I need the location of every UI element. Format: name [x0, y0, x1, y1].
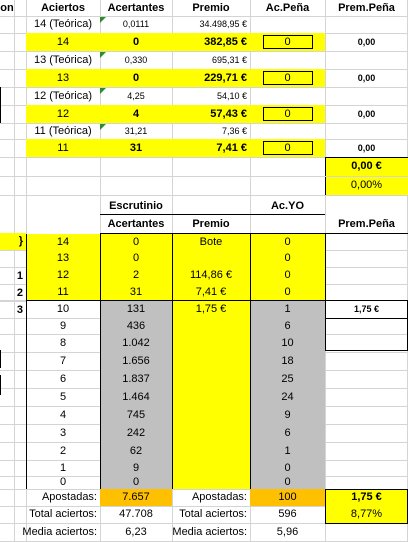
escrutinio-premio-cell[interactable]	[172, 476, 250, 489]
escrutinio-ac-yo-cell[interactable]: 0	[250, 267, 325, 284]
footer-result[interactable]: 8,77%	[325, 506, 408, 523]
escrutinio-aciertos-cell[interactable]: 12	[26, 267, 100, 284]
escrutinio-aciertos-cell[interactable]: 0	[59, 476, 67, 488]
escrutinio-premio-cell[interactable]: 1,75 €	[172, 300, 250, 318]
acertantes-cell[interactable]: 4	[100, 105, 172, 123]
escrutinio-prem-pena-cell[interactable]	[325, 284, 408, 300]
acertantes-cell[interactable]: 0,0111	[122, 19, 150, 29]
cell-border	[263, 154, 313, 155]
premio-cell[interactable]: 382,85 €	[172, 33, 250, 51]
cell-border	[312, 107, 313, 121]
escrutinio-ac-yo-header[interactable]: Ac.YO	[270, 199, 304, 212]
escrutinio-acertantes-cell[interactable]: 1.837	[100, 370, 172, 388]
cell-border	[26, 234, 27, 489]
escrutinio-premio-header[interactable]: Premio	[192, 218, 230, 230]
aciertos-cell[interactable]: 11 (Teórica)	[34, 124, 92, 137]
aciertos-cell[interactable]: 14	[26, 33, 100, 51]
cell-border	[263, 141, 313, 142]
escrutinio-aciertos-cell[interactable]: 4	[59, 408, 67, 421]
column-header-aciertos[interactable]: Aciertos	[40, 1, 86, 14]
cell-border	[263, 141, 264, 155]
aciertos-cell[interactable]: 12 (Teórica)	[33, 89, 93, 102]
escrutinio-premio-cell[interactable]	[172, 406, 250, 424]
escrutinio-premio-cell[interactable]	[172, 424, 250, 442]
cell-border	[325, 318, 408, 319]
escrutinio-acertantes-cell[interactable]: 745	[100, 406, 172, 424]
ac-pena-cell[interactable]	[250, 87, 325, 105]
cell-border	[325, 234, 326, 351]
escrutinio-acertantes-cell[interactable]: 0	[100, 476, 172, 489]
escrutinio-ac-yo-cell[interactable]: 0	[250, 234, 325, 250]
escrutinio-prem-pena-cell[interactable]	[325, 318, 408, 334]
escrutinio-aciertos-cell[interactable]: 1	[59, 461, 67, 474]
escrutinio-prem-pena-cell[interactable]	[325, 388, 408, 406]
escrutinio-aciertos-cell[interactable]: 13	[26, 250, 100, 267]
footer-value[interactable]: 5,96	[276, 525, 299, 538]
escrutinio-acertantes-cell[interactable]: 242	[100, 424, 172, 442]
cell-border	[263, 71, 264, 85]
escrutinio-ac-yo-cell[interactable]: 1	[250, 300, 325, 318]
escrutinio-aciertos-cell[interactable]: 10	[56, 302, 70, 315]
escrutinio-ac-yo-cell[interactable]: 0	[250, 460, 325, 476]
escrutinio-prem-pena-cell[interactable]	[325, 234, 408, 250]
acertantes-cell[interactable]: 31,21	[124, 125, 148, 136]
cell-border	[100, 214, 325, 215]
row-marker[interactable]: 3	[16, 304, 23, 316]
escrutinio-aciertos-cell[interactable]: 2	[59, 444, 67, 457]
escrutinio-premio-cell[interactable]: 114,86 €	[172, 267, 250, 284]
cell-border	[172, 234, 173, 489]
escrutinio-ac-yo-cell[interactable]: 6	[250, 424, 325, 442]
cell-comment-indicator	[100, 52, 106, 58]
acertantes-cell[interactable]: 0	[100, 69, 172, 87]
escrutinio-title[interactable]: Escrutinio	[109, 199, 163, 212]
escrutinio-acertantes-header[interactable]: Acertantes	[107, 218, 165, 230]
cell-border	[325, 489, 408, 490]
escrutinio-ac-yo-cell[interactable]: 10	[250, 334, 325, 352]
cell-border	[263, 71, 313, 72]
escrutinio-premio-cell[interactable]	[172, 318, 250, 334]
escrutinio-premio-cell[interactable]	[172, 334, 250, 352]
cell-border	[263, 35, 264, 49]
premio-cell[interactable]: 57,43 €	[172, 105, 250, 123]
cell-border	[325, 157, 408, 158]
footer-value[interactable]: 100	[250, 489, 325, 506]
aciertos-cell[interactable]: 13 (Teórica)	[33, 53, 93, 66]
column-header-acertantes[interactable]: Acertantes	[107, 1, 165, 14]
escrutinio-premio-cell[interactable]	[172, 442, 250, 460]
escrutinio-ac-yo-cell[interactable]: 0	[250, 250, 325, 267]
premio-cell[interactable]: 695,31 €	[211, 54, 247, 65]
prem-pena-cell[interactable]	[325, 51, 408, 69]
total-amount-cell[interactable]: 0,00 €	[325, 157, 408, 176]
escrutinio-aciertos-cell[interactable]: 9	[59, 319, 67, 332]
escrutinio-prem-pena-cell[interactable]	[325, 476, 408, 489]
escrutinio-prem-pena-cell[interactable]: 1,75 €	[353, 303, 380, 314]
escrutinio-premio-cell[interactable]: 7,41 €	[172, 284, 250, 300]
escrutinio-premio-cell[interactable]	[172, 352, 250, 370]
footer-result[interactable]: 1,75 €	[325, 489, 408, 506]
escrutinio-prem-pena-cell[interactable]	[325, 370, 408, 388]
escrutinio-prem-pena-cell[interactable]	[325, 406, 408, 424]
acertantes-cell[interactable]: 0,330	[124, 54, 148, 65]
footer-result[interactable]	[325, 523, 408, 541]
cell-border	[263, 48, 313, 49]
grid-line	[0, 301, 26, 302]
cell-comment-indicator	[100, 124, 106, 130]
escrutinio-acertantes-cell[interactable]: 436	[100, 318, 172, 334]
ac-pena-cell[interactable]	[250, 51, 325, 69]
footer-label[interactable]: Total aciertos:	[29, 508, 97, 520]
acertantes-cell[interactable]: 31	[100, 139, 172, 157]
escrutinio-aciertos-cell[interactable]: 3	[59, 426, 67, 439]
escrutinio-aciertos-cell[interactable]: 8	[59, 336, 67, 349]
escrutinio-prem-pena-header[interactable]: Prem.Peña	[338, 218, 395, 230]
escrutinio-ac-yo-cell[interactable]: 9	[250, 406, 325, 424]
prem-pena-cell[interactable]: 0,00	[357, 142, 376, 153]
escrutinio-ac-yo-cell[interactable]: 0	[250, 284, 325, 300]
grid-line	[0, 176, 408, 177]
cell-border	[0, 87, 1, 123]
escrutinio-aciertos-cell[interactable]: 7	[59, 354, 67, 367]
ac-pena-cell[interactable]	[250, 16, 325, 33]
escrutinio-acertantes-cell[interactable]: 62	[100, 442, 172, 460]
total-percent-cell[interactable]: 0,00%	[325, 176, 408, 195]
escrutinio-acertantes-cell[interactable]: 31	[100, 284, 172, 300]
cell-border	[263, 84, 313, 85]
premio-cell[interactable]: 54,10 €	[216, 90, 247, 101]
escrutinio-acertantes-cell[interactable]: 9	[100, 460, 172, 476]
footer-label[interactable]: Apostadas:	[191, 491, 247, 503]
escrutinio-premio-cell[interactable]	[172, 388, 250, 406]
cell-border	[325, 300, 408, 301]
aciertos-cell[interactable]: 12	[26, 105, 100, 123]
footer-label[interactable]: Apostadas:	[41, 491, 97, 503]
row-marker[interactable]: 2	[16, 287, 23, 299]
escrutinio-prem-pena-cell[interactable]	[325, 250, 408, 267]
footer-value[interactable]: 6,23	[125, 525, 147, 538]
column-header-prem-pena[interactable]: Prem.Peña	[338, 1, 395, 14]
cell-border	[263, 107, 264, 121]
cell-comment-indicator	[100, 88, 106, 94]
premio-cell[interactable]: 7,41 €	[172, 139, 250, 157]
cell-border	[325, 523, 408, 524]
prem-pena-cell[interactable]: 0,00	[357, 36, 376, 47]
prem-pena-cell[interactable]	[325, 87, 408, 105]
aciertos-cell[interactable]: 14 (Teórica)	[33, 18, 93, 30]
row-marker[interactable]: 1	[16, 270, 23, 282]
escrutinio-acertantes-cell[interactable]: 1.042	[100, 334, 172, 352]
premio-cell[interactable]: 229,71 €	[172, 69, 250, 87]
escrutinio-acertantes-cell[interactable]: 0	[100, 234, 172, 250]
escrutinio-ac-yo-cell[interactable]: 24	[250, 388, 325, 406]
cell-comment-indicator	[100, 17, 106, 23]
acertantes-cell[interactable]: 0	[100, 33, 172, 51]
cell-border	[263, 120, 313, 121]
escrutinio-premio-cell[interactable]: Bote	[172, 234, 250, 250]
escrutinio-prem-pena-cell[interactable]	[325, 424, 408, 442]
premio-cell[interactable]: 34.498,95 €	[199, 19, 247, 29]
ac-pena-cell[interactable]	[250, 123, 325, 139]
cell-border	[312, 71, 313, 85]
cell-border	[250, 234, 251, 489]
cell-border	[26, 300, 325, 301]
column-header-premio[interactable]: Premio	[192, 1, 230, 14]
cell-border	[263, 35, 313, 36]
footer-label[interactable]: Total aciertos:	[179, 508, 247, 520]
escrutinio-premio-cell[interactable]	[172, 460, 250, 476]
prem-pena-cell[interactable]: 0,00	[357, 108, 376, 119]
aciertos-cell[interactable]: 11	[26, 139, 100, 157]
footer-label[interactable]: Media aciertos:	[22, 525, 97, 538]
escrutinio-aciertos-cell[interactable]: 6	[59, 372, 67, 385]
cell-border	[100, 234, 101, 489]
footer-value[interactable]: 596	[278, 508, 297, 520]
ac-pena-cell[interactable]: 0	[250, 139, 325, 157]
cell-border	[325, 350, 408, 351]
escrutinio-prem-pena-cell[interactable]	[325, 352, 408, 370]
acertantes-cell[interactable]: 4,25	[127, 90, 145, 101]
cell-border	[0, 375, 1, 395]
prem-pena-cell[interactable]: 0,00	[357, 72, 376, 83]
column-header-a[interactable]: on	[0, 1, 14, 14]
escrutinio-acertantes-cell[interactable]: 1.464	[100, 388, 172, 406]
ac-pena-cell[interactable]: 0	[250, 33, 325, 51]
escrutinio-ac-yo-cell[interactable]: 0	[250, 476, 325, 489]
footer-label[interactable]: Media aciertos:	[172, 525, 247, 538]
premio-cell[interactable]: 7,36 €	[221, 125, 247, 136]
escrutinio-ac-yo-cell[interactable]: 6	[250, 318, 325, 334]
prem-pena-cell[interactable]	[325, 16, 408, 33]
ac-pena-cell[interactable]: 0	[250, 69, 325, 87]
column-header-ac-pena[interactable]: Ac.Peña	[265, 1, 310, 14]
escrutinio-aciertos-cell[interactable]: 14	[26, 234, 100, 250]
escrutinio-ac-yo-cell[interactable]: 18	[250, 352, 325, 370]
footer-value[interactable]: 47.708	[119, 508, 153, 520]
escrutinio-aciertos-cell[interactable]: 11	[26, 284, 100, 300]
cell-border	[312, 141, 313, 155]
prem-pena-cell[interactable]	[325, 123, 408, 139]
ac-pena-cell[interactable]: 0	[250, 105, 325, 123]
cell-border	[263, 107, 313, 108]
escrutinio-premio-cell[interactable]	[172, 250, 250, 267]
escrutinio-prem-pena-cell[interactable]	[325, 267, 408, 284]
escrutinio-ac-yo-cell[interactable]: 25	[250, 370, 325, 388]
aciertos-cell[interactable]: 13	[26, 69, 100, 87]
row-marker[interactable]: }	[0, 233, 26, 250]
escrutinio-prem-pena-cell[interactable]	[325, 442, 408, 460]
grid-line	[0, 195, 408, 196]
escrutinio-prem-pena-cell[interactable]	[325, 460, 408, 476]
cell-border	[325, 489, 326, 523]
escrutinio-premio-cell[interactable]	[172, 370, 250, 388]
escrutinio-acertantes-cell[interactable]: 131	[100, 300, 172, 318]
cell-border	[312, 35, 313, 49]
escrutinio-ac-yo-cell[interactable]: 1	[250, 442, 325, 460]
escrutinio-acertantes-cell[interactable]: 0	[100, 250, 172, 267]
cell-border	[0, 350, 1, 368]
escrutinio-aciertos-cell[interactable]: 5	[59, 390, 67, 403]
escrutinio-acertantes-cell[interactable]: 1.656	[100, 352, 172, 370]
escrutinio-acertantes-cell[interactable]: 2	[100, 267, 172, 284]
footer-value[interactable]: 7.657	[100, 489, 172, 506]
